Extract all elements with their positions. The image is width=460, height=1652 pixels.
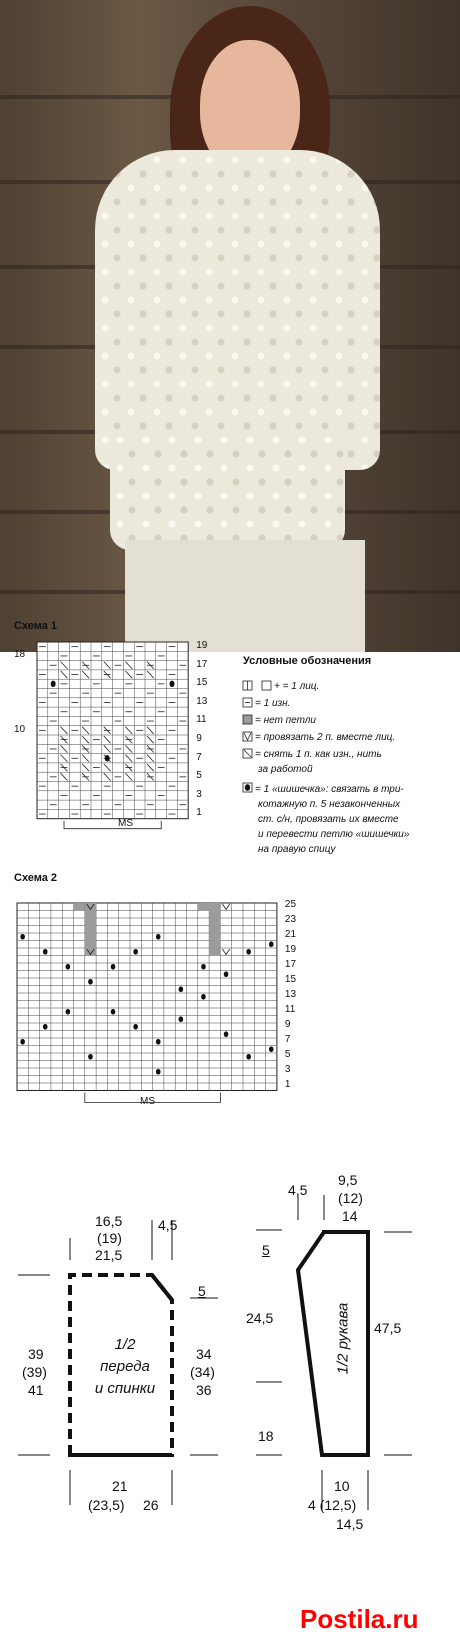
body-label-2: переда xyxy=(100,1358,150,1375)
bobble-mark xyxy=(105,755,110,761)
sleeve-bottom-width-2: 4 (12,5) xyxy=(308,1497,357,1513)
bobble-mark xyxy=(111,1009,116,1015)
scheme2-row-number: 3 xyxy=(284,1064,291,1075)
watermark-text: Postila.ru xyxy=(300,1604,419,1634)
scheme2-row-number: 9 xyxy=(284,1019,291,1030)
scheme2-row-number: 11 xyxy=(284,1004,296,1015)
no-stitch-symbol-icon xyxy=(243,715,252,724)
bobble-mark xyxy=(201,994,206,1000)
bobble-mark xyxy=(246,949,251,955)
bobble-mark xyxy=(156,934,161,940)
scheme2-chart xyxy=(0,0,460,200)
scheme2-row-number: 19 xyxy=(284,944,297,955)
body-shoulder: 4,5 xyxy=(158,1217,178,1233)
no-stitch-cell xyxy=(209,903,220,956)
legend-no-stitch: = нет петли xyxy=(255,715,316,726)
bobble-mark xyxy=(66,1009,71,1015)
legend-bobble-5: на правую спицу xyxy=(258,844,336,855)
bobble-mark xyxy=(43,1024,48,1030)
body-left-height-1: 39 xyxy=(28,1346,44,1362)
ms-bracket xyxy=(64,821,161,829)
legend-bobble-3: ст. с/н, провязать их вместе xyxy=(258,814,399,825)
scheme2-row-number: 17 xyxy=(284,959,297,970)
no-stitch-cell xyxy=(74,903,85,911)
sleeve-bottom-width-1: 10 xyxy=(334,1478,350,1494)
sleeve-top-width-3: 14 xyxy=(342,1208,358,1224)
scheme2-row-number: 21 xyxy=(284,929,297,940)
bobble-mark xyxy=(133,949,138,955)
body-bottom-width-3: 26 xyxy=(143,1497,159,1513)
sweater-lower xyxy=(110,430,345,550)
scheme1-row-number: 1 xyxy=(196,807,202,819)
body-right-height-2: (34) xyxy=(190,1364,215,1380)
legend-slip: = снять 1 п. как изн., нить xyxy=(255,749,382,760)
bobble-mark xyxy=(179,986,184,992)
watermark-logo xyxy=(300,1604,418,1635)
scheme1-row-number: 15 xyxy=(196,677,208,689)
scheme2-row-number: 15 xyxy=(284,974,297,985)
scheme1-row-number: 19 xyxy=(196,640,208,651)
bobble-mark xyxy=(246,1054,251,1060)
bobble-mark xyxy=(224,1031,229,1037)
legend-title: Условные обозначения xyxy=(243,655,372,667)
scheme2-row-number: 1 xyxy=(284,1079,291,1090)
body-right-height-3: 36 xyxy=(196,1382,212,1398)
no-stitch-cell xyxy=(198,903,209,911)
scheme1-ms: MS xyxy=(118,818,133,829)
bobble-mark xyxy=(156,1069,161,1075)
scheme1-row-number: 11 xyxy=(196,714,207,726)
scheme2-row-number: 25 xyxy=(284,899,297,910)
sleeve-top-left: 4,5 xyxy=(288,1182,308,1198)
body-label-3: и спинки xyxy=(94,1380,156,1397)
bobble-mark xyxy=(20,934,25,940)
sleeve-lower-height: 18 xyxy=(258,1428,274,1444)
bobble-mark xyxy=(88,1054,93,1060)
body-left-height-2: (39) xyxy=(22,1364,47,1380)
sleeve-upper-height: 24,5 xyxy=(246,1310,274,1326)
bobble-mark xyxy=(133,1024,138,1030)
body-top-width-3: 21,5 xyxy=(95,1247,123,1263)
scheme1-row-number: 13 xyxy=(196,695,208,707)
sleeve-cap: 5 xyxy=(262,1242,270,1258)
body-bottom-width-1: 21 xyxy=(112,1478,128,1494)
bobble-mark xyxy=(170,681,175,687)
legend-bobble-4: и перевести петлю «шишечки» xyxy=(258,829,410,840)
legend-bobble-2: котажную п. 5 незаконченных xyxy=(258,799,401,810)
pants xyxy=(125,540,365,652)
scheme1-row-number-left: 18 xyxy=(14,649,26,661)
legend-knit: + = 1 лиц. xyxy=(274,681,320,692)
scheme2-title: Схема 2 xyxy=(14,872,58,884)
no-stitch-cell xyxy=(85,903,96,956)
scheme2-row-number: 23 xyxy=(284,914,297,925)
scheme1-row-number: 3 xyxy=(196,788,202,800)
body-left-height-3: 41 xyxy=(28,1382,44,1398)
scheme1-row-number: 7 xyxy=(196,751,202,763)
bobble-mark xyxy=(20,1039,25,1045)
scheme2-ms: MS xyxy=(140,1096,155,1107)
bobble-mark xyxy=(269,1046,274,1052)
scheme2-border xyxy=(17,903,277,1091)
scheme1-title: Схема 1 xyxy=(14,620,58,632)
scheme1-row-number: 5 xyxy=(196,770,202,782)
scheme2-row-number: 5 xyxy=(284,1049,291,1060)
bobble-mark xyxy=(111,964,116,970)
body-top-width-1: 16,5 xyxy=(95,1213,123,1229)
bobble-mark xyxy=(43,949,48,955)
legend-k2tog: = провязать 2 п. вместе лиц. xyxy=(255,732,396,743)
bobble-mark xyxy=(201,964,206,970)
body-top-width-2: (19) xyxy=(97,1230,122,1246)
legend-purl: = 1 изн. xyxy=(255,698,291,709)
legend-bobble: = 1 «шишечка»: связать в три- xyxy=(255,784,404,795)
bobble-mark xyxy=(66,964,71,970)
scheme1-row-number: 17 xyxy=(196,658,208,670)
sleeve-label: 1/2 рукава xyxy=(334,1302,352,1375)
body-bottom-width-2: (23,5) xyxy=(88,1497,125,1513)
body-neck-depth: 5 xyxy=(198,1283,206,1299)
scheme2-row-number: 7 xyxy=(284,1034,291,1045)
legend-slip-2: за работой xyxy=(258,764,313,775)
bobble-mark xyxy=(156,1039,161,1045)
scheme1-row-number-left: 10 xyxy=(14,723,26,735)
bobble-mark xyxy=(269,941,274,947)
bobble-mark xyxy=(179,1016,184,1022)
scheme1-row-number: 9 xyxy=(196,733,202,744)
scheme2-row-number: 13 xyxy=(284,989,297,1000)
sleeve-top-width-2: (12) xyxy=(338,1190,363,1206)
body-label-1: 1/2 xyxy=(114,1336,136,1353)
bobble-mark xyxy=(224,971,229,977)
body-right-height-1: 34 xyxy=(196,1346,212,1362)
bobble-mark xyxy=(88,979,93,985)
bobble-mark xyxy=(51,681,56,687)
sleeve-top-width-1: 9,5 xyxy=(338,1172,358,1188)
sleeve-total-height: 47,5 xyxy=(374,1320,402,1336)
sleeve-bottom-width-3: 14,5 xyxy=(336,1516,364,1532)
